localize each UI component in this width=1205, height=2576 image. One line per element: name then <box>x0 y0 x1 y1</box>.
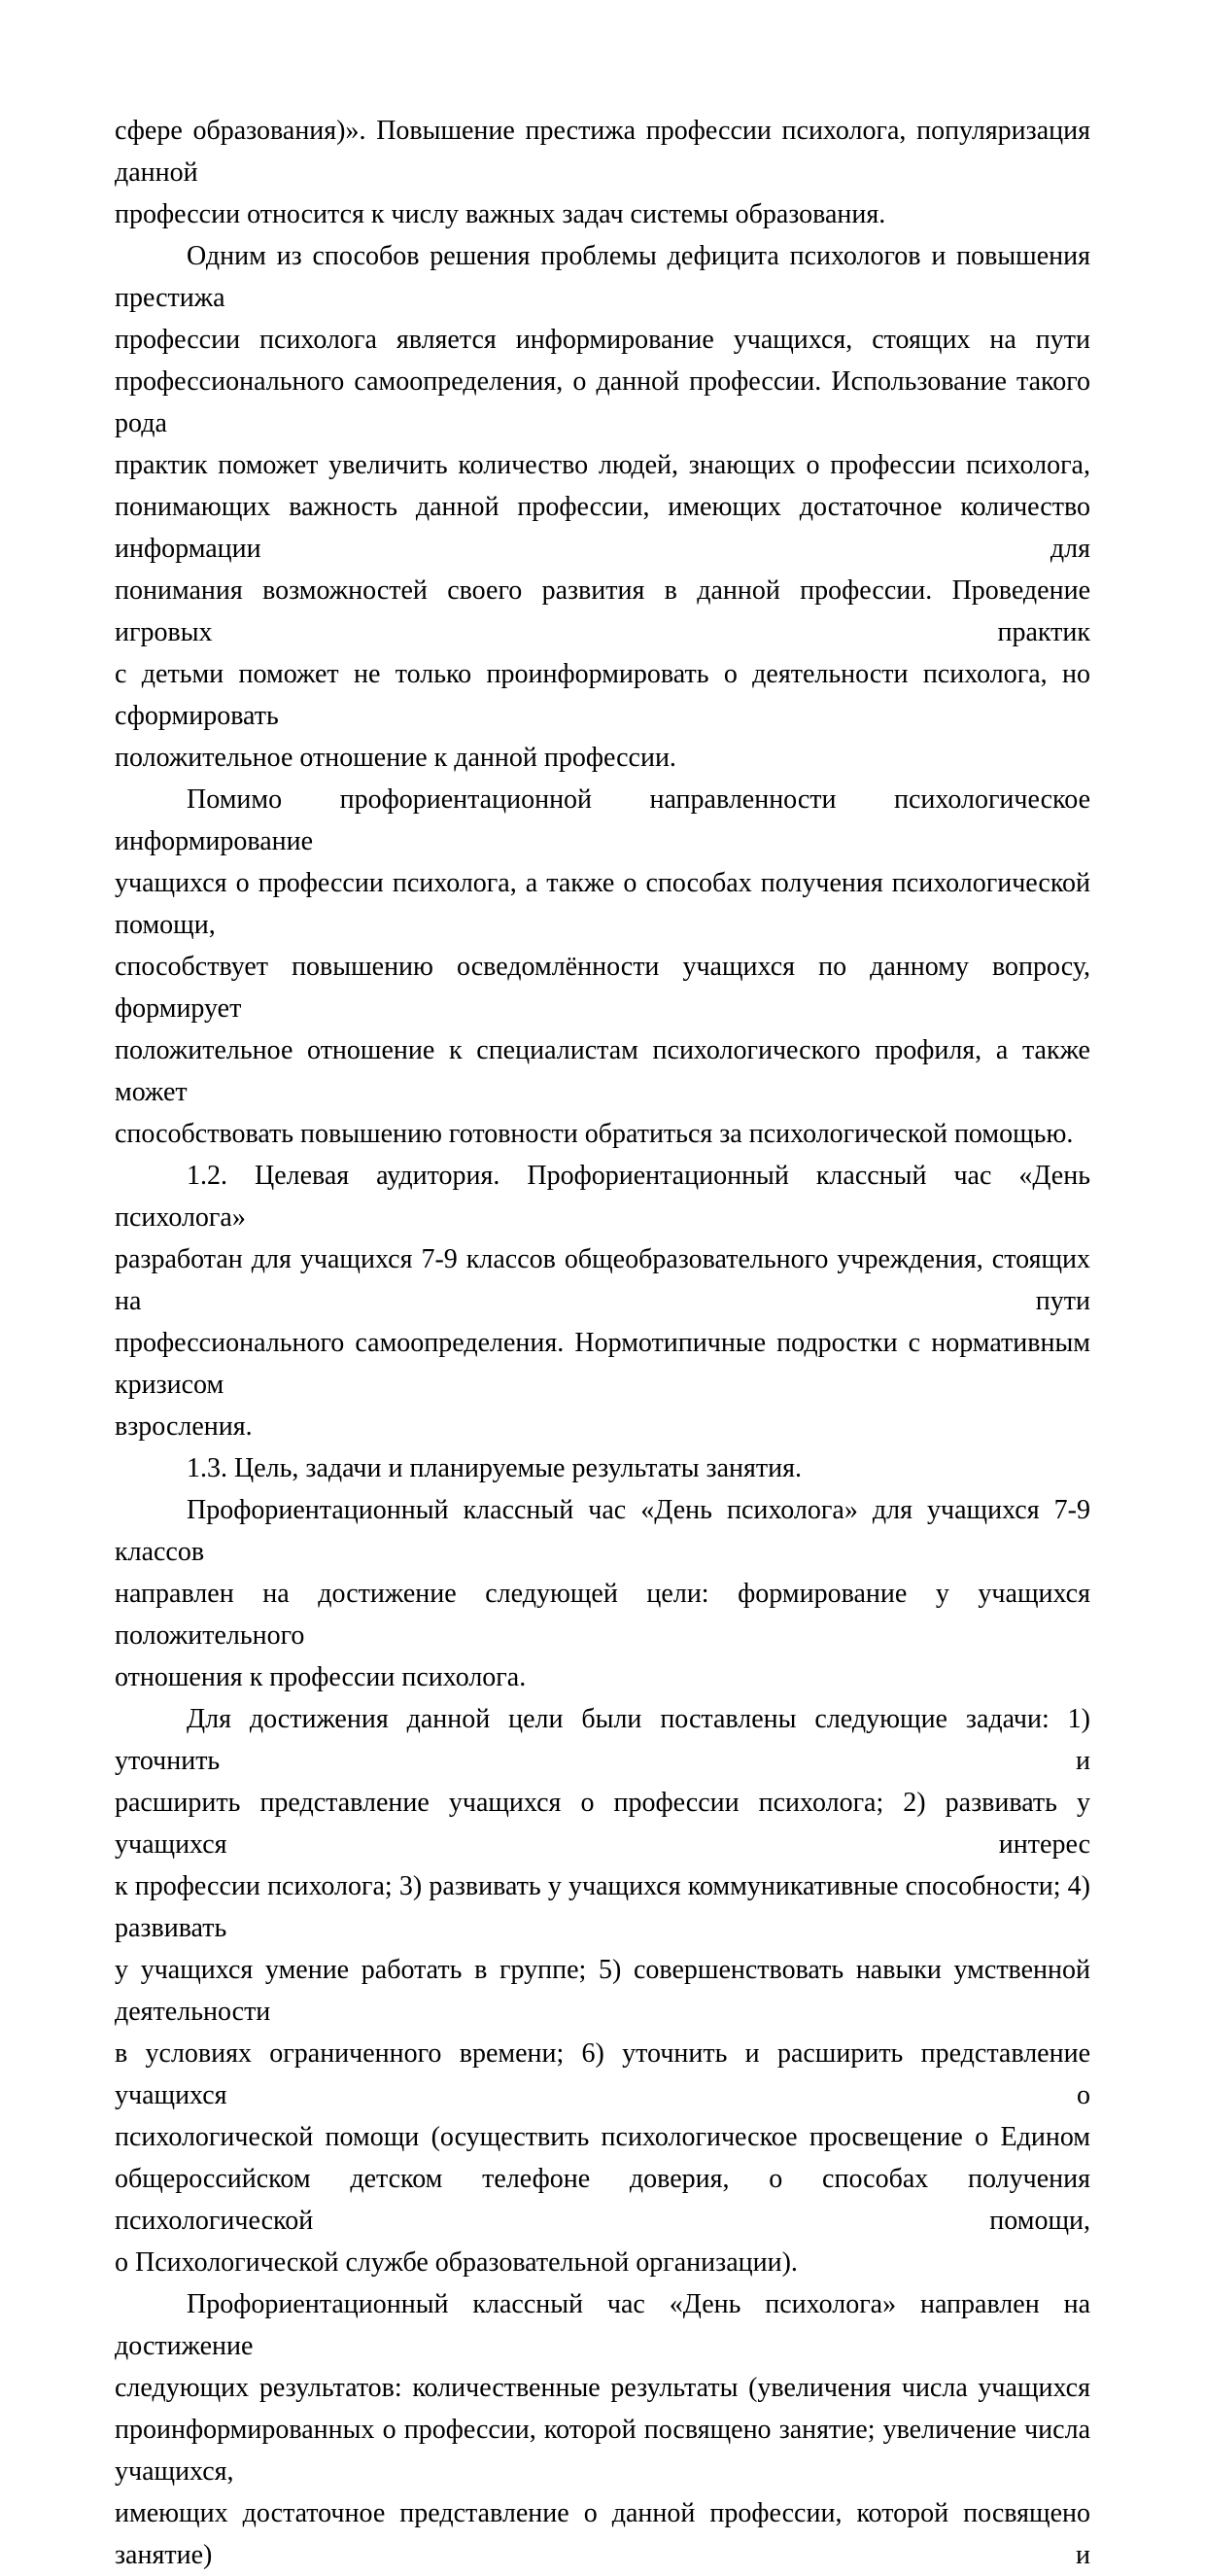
document-body <box>115 110 1090 2576</box>
text-line: способствовать повышению готовности обратиться за психологической помощью. <box>115 1119 1074 1149</box>
text-line: 1.3. Цель, задачи и планируемые результаты занятия. <box>187 1453 802 1483</box>
text-line: профессионального самоопределения, о данной профессии. Использование такого рода <box>115 366 1090 438</box>
text-line: 1.2. Целевая аудитория. Профориентационный классный час «День психолога» <box>115 1161 1090 1233</box>
text-line: положительное отношение к данной профессии. <box>115 743 676 773</box>
text-line: психологической помощи (осуществить психологическое просвещение о Едином <box>115 2122 1090 2152</box>
text-line: общероссийском детском телефоне доверия, о способах получения психологической помощи, <box>115 2164 1090 2236</box>
text-line: способствует повышению осведомлённости учащихся по данному вопросу, формирует <box>115 952 1090 1024</box>
text-line: расширить представление учащихся о профессии психолога; 2) развивать у учащихся интерес <box>115 1788 1090 1860</box>
paragraph <box>115 779 1090 1155</box>
paragraph <box>115 1447 1090 1489</box>
text-line: разработан для учащихся 7-9 классов общеобразовательного учреждения, стоящих на пути <box>115 1244 1090 1316</box>
paragraph <box>115 1155 1090 1447</box>
text-line: положительное отношение к специалистам психологического профиля, а также может <box>115 1035 1090 1107</box>
text-line: следующих результатов: количественные результаты (увеличения числа учащихся <box>115 2373 1090 2403</box>
text-line: в условиях ограниченного времени; 6) уточнить и расширить представление учащихся о <box>115 2038 1090 2110</box>
text-line: учащихся о профессии психолога, а также о способах получения психологической помощи, <box>115 868 1090 940</box>
paragraph <box>115 2283 1090 2576</box>
text-line: о Психологической службе образовательной организации). <box>115 2247 798 2278</box>
text-line: Одним из способов решения проблемы дефицита психологов и повышения престижа <box>115 241 1090 313</box>
text-line: понимающих важность данной профессии, имеющих достаточное количество информации для <box>115 492 1090 564</box>
text-line: понимания возможностей своего развития в данной профессии. Проведение игровых практик <box>115 575 1090 647</box>
paragraph <box>115 110 1090 235</box>
text-line: практик поможет увеличить количество людей, знающих о профессии психолога, <box>115 450 1090 480</box>
text-line: профессии психолога является информирование учащихся, стоящих на пути <box>115 325 1090 355</box>
paragraph <box>115 1698 1090 2283</box>
paragraph <box>115 235 1090 779</box>
text-line: Для достижения данной цели были поставлены следующие задачи: 1) уточнить и <box>115 1704 1090 1776</box>
text-line: имеющих достаточное представление о данной профессии, которой посвящено занятие) и <box>115 2498 1090 2570</box>
text-line: профессии относится к числу важных задач системы образования. <box>115 199 886 229</box>
text-line: Профориентационный классный час «День психолога» направлен на достижение <box>115 2289 1090 2361</box>
text-line: сфере образования)». Повышение престижа профессии психолога, популяризация данной <box>115 116 1090 188</box>
paragraph <box>115 1489 1090 1698</box>
text-line: отношения к профессии психолога. <box>115 1662 527 1692</box>
text-line: у учащихся умение работать в группе; 5) совершенствовать навыки умственной деятельности <box>115 1955 1090 2027</box>
text-line: проинформированных о профессии, которой посвящено занятие; увеличение числа учащихся, <box>115 2415 1090 2487</box>
text-line: взросления. <box>115 1411 253 1442</box>
text-line: к профессии психолога; 3) развивать у учащихся коммуникативные способности; 4) развивать <box>115 1871 1090 1943</box>
text-line: направлен на достижение следующей цели: формирование у учащихся положительного <box>115 1579 1090 1651</box>
text-line: профессионального самоопределения. Нормотипичные подростки с нормативным кризисом <box>115 1328 1090 1400</box>
text-line: Профориентационный классный час «День психолога» для учащихся 7-9 классов <box>115 1495 1090 1567</box>
text-line: с детьми поможет не только проинформировать о деятельности психолога, но сформировать <box>115 659 1090 731</box>
text-line: Помимо профориентационной направленности психологическое информирование <box>115 784 1090 856</box>
